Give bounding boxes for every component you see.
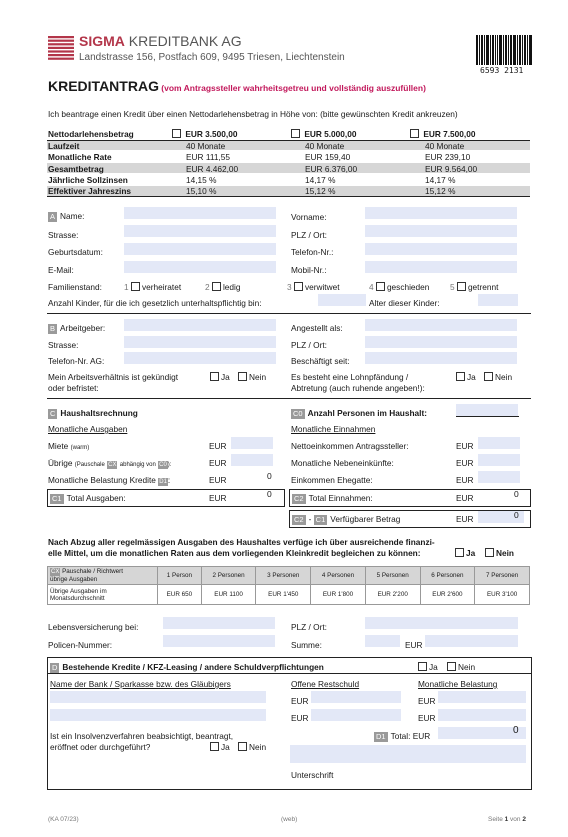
- eur-label: EUR: [456, 514, 474, 524]
- checkbox[interactable]: [131, 282, 140, 291]
- personen-field[interactable]: [456, 404, 518, 416]
- uebrige-small: (Pauschale: [74, 462, 105, 468]
- section-d-title: [50, 662, 324, 673]
- section-tag: C: [50, 409, 56, 418]
- belastung-field-1[interactable]: [438, 691, 526, 703]
- table-header-row: [48, 567, 530, 585]
- pauschale-table: [47, 566, 530, 605]
- section-tag: D: [52, 663, 58, 672]
- restschuld-field-1[interactable]: [311, 691, 401, 703]
- loan-label: Laufzeit: [48, 141, 80, 151]
- eur-label: EUR: [418, 696, 436, 706]
- email-field[interactable]: [124, 261, 276, 273]
- checkbox[interactable]: [172, 129, 181, 138]
- einnahmen-heading: Monatliche Einnahmen: [291, 424, 376, 434]
- bank-field-1[interactable]: [50, 691, 266, 703]
- table-col-header: 1 Person: [158, 567, 202, 585]
- table-cell: EUR 2'600: [420, 585, 475, 605]
- row-label-1: Übrige Ausgaben im: [50, 587, 107, 595]
- checkbox[interactable]: [485, 548, 494, 557]
- eur-label: EUR: [209, 441, 227, 451]
- bank-logo: [48, 36, 74, 60]
- lebens-field[interactable]: [163, 617, 275, 629]
- option-num: 1: [124, 282, 129, 292]
- police-label: Policen-Nummer:: [48, 640, 113, 650]
- loan-option-3[interactable]: [410, 129, 475, 139]
- checkbox[interactable]: [457, 282, 466, 291]
- uebrige-small: ):: [167, 462, 172, 468]
- intro-text: Ich beantrage einen Kredit über einen Nettodarlehensbetrag in Höhe von: (bitte gewünschten Kredit ankreuzen): [48, 109, 458, 119]
- loan-amount-2: EUR 5.000,00: [304, 129, 357, 139]
- lohnpfaendung-ja[interactable]: [456, 372, 476, 382]
- personen-text: Anzahl Personen im Haushalt:: [307, 408, 427, 418]
- c0-tag: C0: [293, 409, 303, 418]
- familienstand-option[interactable]: [124, 282, 181, 292]
- uebrige-label: [48, 458, 171, 469]
- title-text: Bestehende Kredite / KFZ-Leasing / andere Schuldverpflichtungen: [62, 662, 324, 672]
- c1-tag: C1: [315, 515, 326, 524]
- loan-value: 14,15 %: [186, 175, 217, 185]
- versicherung-plz-field[interactable]: [365, 617, 518, 629]
- netto-field[interactable]: [478, 437, 520, 449]
- bank-name: [79, 33, 242, 49]
- c1-tag: C1: [52, 494, 62, 503]
- statement-nein[interactable]: [485, 548, 514, 558]
- option-num: 2: [205, 282, 210, 292]
- statement-line2: elle Mittel, um die monatlichen Raten aus dem vorliegenden Kleinkredit begleichen zu können:: [48, 548, 421, 558]
- total-einnahmen-label: [292, 493, 373, 504]
- head-label: Pauschale / Richtwert: [62, 568, 123, 575]
- loan-label: Monatliche Rate: [48, 152, 112, 162]
- statement-line1: Nach Abzug aller regelmässigen Ausgaben des Haushaltes verfüge ich über ausreichende finanzi-: [48, 537, 435, 547]
- c0-tag: C0: [159, 462, 167, 468]
- angestellt-field[interactable]: [365, 319, 517, 331]
- form-title: [48, 78, 426, 94]
- table-cell: EUR 1'800: [311, 585, 366, 605]
- insolvenz-question-2: eröffnet oder durchgeführt?: [50, 742, 151, 752]
- unterschrift-label: Unterschrift: [291, 770, 334, 780]
- section-d-box: [47, 657, 532, 790]
- d1-tag: D1: [159, 479, 167, 485]
- telefon-ag-field[interactable]: [124, 352, 276, 364]
- loan-value: 40 Monate: [305, 141, 345, 151]
- minus: -: [308, 514, 312, 524]
- table-col-header: 7 Personen: [475, 567, 530, 585]
- checkbox[interactable]: [418, 662, 427, 671]
- ehegatte-label: Einkommen Ehegatte:: [291, 475, 373, 485]
- kredite-ja[interactable]: [418, 662, 438, 672]
- page-prefix: Seite: [488, 816, 505, 823]
- option-label: verheiratet: [141, 282, 182, 292]
- mobil-label: Mobil-Nr.:: [291, 265, 327, 275]
- footer-web: (web): [281, 816, 298, 823]
- loan-value: 15,12 %: [305, 186, 336, 196]
- ag-plz-field[interactable]: [365, 336, 517, 348]
- name-field[interactable]: [124, 207, 276, 219]
- table-cell: EUR 1100: [201, 585, 256, 605]
- option-label: ledig: [222, 282, 241, 292]
- versicherung-plz-label: PLZ / Ort:: [291, 622, 327, 632]
- miete-text: Miete: [48, 441, 69, 451]
- geburtsdatum-label: Geburtsdatum:: [48, 247, 103, 257]
- option-num: 5: [450, 282, 455, 292]
- nein-label: Nein: [495, 372, 513, 382]
- cx-tag: CX: [51, 569, 60, 575]
- table-col-header: 2 Personen: [201, 567, 256, 585]
- mobil-field[interactable]: [365, 261, 517, 273]
- netto-label: Nettoeinkommen Antragssteller:: [291, 441, 409, 451]
- checkbox[interactable]: [447, 662, 456, 671]
- loan-value: 40 Monate: [186, 141, 226, 151]
- bank-field-2[interactable]: [50, 709, 266, 721]
- eur-label: EUR: [412, 731, 431, 741]
- neben-field[interactable]: [478, 454, 520, 466]
- miete-small: (warm): [70, 445, 90, 451]
- verfuegbar-value: 0: [514, 510, 519, 520]
- vorname-label: Vorname:: [291, 212, 327, 222]
- familienstand-option[interactable]: [287, 282, 340, 292]
- gekuendigt-question: Mein Arbeitsverhältnis ist gekündigt: [48, 372, 179, 382]
- table-col-header: 3 Personen: [256, 567, 311, 585]
- page-von: von: [508, 816, 523, 823]
- police-field[interactable]: [163, 635, 275, 647]
- total-ausgaben-label: [50, 493, 126, 504]
- section-a-name-label: [48, 211, 84, 222]
- total-value: 0: [513, 725, 519, 736]
- gekuendigt-ja[interactable]: [210, 372, 230, 382]
- arbeitgeber-label-wrap: [48, 323, 105, 334]
- name-label: Name:: [60, 211, 85, 221]
- table-cell: EUR 1'450: [256, 585, 311, 605]
- eur-label: EUR: [209, 458, 227, 468]
- total-ausgaben-text: Total Ausgaben:: [66, 493, 126, 503]
- ag-strasse-field[interactable]: [124, 336, 276, 348]
- kredite-nein[interactable]: [447, 662, 475, 672]
- c2-tag: C2: [294, 494, 304, 503]
- eur-label: EUR: [291, 696, 309, 706]
- table-col-header: 5 Personen: [365, 567, 420, 585]
- telefon-ag-label: Telefon-Nr. AG:: [48, 356, 105, 366]
- loan-value: EUR 239,10: [425, 152, 471, 162]
- eur-label: EUR: [418, 713, 436, 723]
- checkbox[interactable]: [410, 129, 419, 138]
- nein-label: Nein: [249, 372, 267, 382]
- ja-label: Ja: [466, 548, 476, 558]
- kredite-text: Monatliche Belastung Kredite: [48, 475, 156, 485]
- checkbox[interactable]: [456, 372, 465, 381]
- gekuendigt-nein[interactable]: [238, 372, 266, 382]
- checkbox[interactable]: [291, 129, 300, 138]
- checkbox[interactable]: [376, 282, 385, 291]
- total-einnahmen-text: Total Einnahmen:: [308, 493, 373, 503]
- summe-field[interactable]: [425, 635, 518, 647]
- checkbox[interactable]: [210, 742, 219, 751]
- table-col-header: 6 Personen: [420, 567, 475, 585]
- checkbox[interactable]: [212, 282, 221, 291]
- option-label: geschieden: [386, 282, 430, 292]
- familienstand-option[interactable]: [450, 282, 498, 292]
- lohnpfaendung-question-2: Abtretung (auch ruhende angeben!):: [291, 383, 425, 393]
- statement-ja[interactable]: [455, 548, 475, 558]
- haushaltsrechnung-title: [48, 408, 138, 419]
- loan-option-1[interactable]: [172, 129, 237, 139]
- loan-amount-3: EUR 7.500,00: [423, 129, 476, 139]
- ehegatte-field[interactable]: [478, 471, 520, 483]
- table-head-label: [48, 567, 158, 585]
- nein-label: Nein: [458, 662, 476, 672]
- total-ausgaben-value: 0: [267, 489, 272, 499]
- familienstand-option[interactable]: [205, 282, 240, 292]
- divider: [47, 398, 531, 399]
- eur-label: EUR: [209, 493, 227, 503]
- loan-value: EUR 159,40: [305, 152, 351, 162]
- eur-label: EUR: [456, 475, 474, 485]
- kinder-label: Anzahl Kinder, für die ich gesetzlich unterhaltspflichtig bin:: [48, 298, 262, 308]
- ja-label: Ja: [221, 372, 230, 382]
- checkbox[interactable]: [210, 372, 219, 381]
- ja-label: Ja: [429, 662, 438, 672]
- uebrige-small: abhängig von: [119, 462, 156, 468]
- uebrige-text: Übrige: [48, 458, 73, 468]
- table-row: [48, 585, 530, 605]
- alter-label: Alter dieser Kinder:: [369, 298, 440, 308]
- head-label: übrige Ausgaben: [50, 576, 98, 583]
- ja-label: Ja: [221, 742, 230, 752]
- loan-value: 40 Monate: [425, 141, 465, 151]
- title-main: KREDITANTRAG: [48, 78, 159, 94]
- option-label: verwitwet: [304, 282, 340, 292]
- kinder-field[interactable]: [318, 294, 366, 306]
- beschaeftigt-label: Beschäftigt seit:: [291, 356, 350, 366]
- divider: [47, 196, 530, 197]
- checkbox[interactable]: [238, 742, 247, 751]
- alter-field[interactable]: [478, 294, 518, 306]
- ausgaben-heading: Monatliche Ausgaben: [48, 424, 128, 434]
- eur-label: EUR: [405, 640, 423, 650]
- eur-label: EUR: [209, 475, 227, 485]
- strasse-label: Strasse:: [48, 230, 79, 240]
- loan-value: EUR 111,55: [186, 152, 230, 162]
- checkbox[interactable]: [294, 282, 303, 291]
- table-cell: EUR 2'200: [365, 585, 420, 605]
- footer-code: (KA 07/23): [48, 816, 79, 823]
- divider: [47, 313, 531, 314]
- kredite-value: 0: [267, 471, 272, 481]
- ja-label: Ja: [467, 372, 476, 382]
- insolvenz-nein[interactable]: [238, 742, 266, 752]
- loan-option-2[interactable]: [291, 129, 356, 139]
- d1-tag: D1: [376, 732, 386, 741]
- loan-label: Jährliche Sollzinsen: [48, 175, 128, 185]
- telefon-label: Telefon-Nr.:: [291, 247, 334, 257]
- summe-field-a[interactable]: [365, 635, 400, 647]
- kredite-label: Monatliche Belastung Kredite D1:: [48, 475, 171, 485]
- uebrige-field[interactable]: [231, 454, 273, 466]
- personen-label: [291, 408, 427, 419]
- insolvenz-ja[interactable]: [210, 742, 230, 752]
- loan-value: EUR 4.462,00: [186, 164, 239, 174]
- restschuld-field-2[interactable]: [311, 709, 401, 721]
- total-label: [374, 731, 430, 742]
- divider: [456, 416, 519, 417]
- plz-label: PLZ / Ort:: [291, 340, 327, 350]
- verfuegbar-label: [292, 514, 400, 525]
- divider: [47, 673, 531, 674]
- option-label: getrennt: [467, 282, 499, 292]
- nein-label: Nein: [496, 548, 514, 558]
- bank-name-rest: KREDITBANK AG: [124, 33, 242, 49]
- checkbox[interactable]: [455, 548, 464, 557]
- strasse-field[interactable]: [124, 225, 276, 237]
- loan-value: EUR 9.564,00: [425, 164, 478, 174]
- c2-tag: C2: [294, 515, 304, 524]
- restschuld-col-header: Offene Restschuld: [291, 679, 360, 689]
- table-col-header: 4 Personen: [311, 567, 366, 585]
- eur-label: EUR: [456, 441, 474, 451]
- table-cell: EUR 650: [158, 585, 202, 605]
- belastung-field-2[interactable]: [438, 709, 526, 721]
- row-label: [48, 585, 158, 605]
- familienstand-option[interactable]: [369, 282, 429, 292]
- nein-label: Nein: [249, 742, 267, 752]
- loan-value: 15,10 %: [186, 186, 217, 196]
- neben-label: Monatliche Nebeneinkünfte:: [291, 458, 394, 468]
- bank-name-bold: SIGMA: [79, 33, 125, 49]
- loan-value: 15,12 %: [425, 186, 456, 196]
- page-indicator: [488, 816, 526, 823]
- gekuendigt-question-2: oder befristet:: [48, 383, 99, 393]
- row-label-2: Monatsdurchschnitt: [50, 594, 105, 602]
- bank-col-header: Name der Bank / Sparkasse bzw. des Gläubigers: [50, 679, 231, 689]
- eur-label: EUR: [456, 493, 474, 503]
- page-total: 2: [522, 816, 526, 823]
- eur-label: EUR: [456, 458, 474, 468]
- option-num: 4: [369, 282, 374, 292]
- summe-label: Summe:: [291, 640, 322, 650]
- plz-field[interactable]: [365, 225, 517, 237]
- miete-label: [48, 441, 89, 451]
- belastung-col-header: Monatliche Belastung: [418, 679, 498, 689]
- total-text: Total:: [390, 731, 411, 741]
- arbeitgeber-field[interactable]: [124, 319, 276, 331]
- loan-value: 14,17 %: [305, 175, 336, 185]
- eur-label: EUR: [291, 713, 309, 723]
- loan-label: Gesamtbetrag: [48, 164, 104, 174]
- email-label: E-Mail:: [48, 265, 74, 275]
- familienstand-label: Familienstand:: [48, 282, 102, 292]
- barcode: [476, 35, 532, 67]
- lebens-label: Lebensversicherung bei:: [48, 622, 139, 632]
- barcode-number: 6593 2131: [480, 66, 524, 75]
- lohnpfaendung-question: Es besteht eine Lohnpfändung /: [291, 372, 409, 382]
- miete-field[interactable]: [231, 437, 273, 449]
- checkbox[interactable]: [484, 372, 493, 381]
- plz-label: PLZ / Ort:: [291, 230, 327, 240]
- loan-value: EUR 6.376,00: [305, 164, 358, 174]
- loan-label: Effektiver Jahreszins: [48, 186, 132, 196]
- strasse-label: Strasse:: [48, 340, 79, 350]
- section-tag: B: [50, 324, 56, 333]
- lohnpfaendung-nein[interactable]: [484, 372, 512, 382]
- angestellt-label: Angestellt als:: [291, 323, 343, 333]
- table-cell: EUR 3'100: [475, 585, 530, 605]
- verfuegbar-text: Verfügbarer Betrag: [330, 514, 401, 524]
- page-number: 1: [504, 816, 509, 823]
- title-text: Haushaltsrechnung: [60, 408, 138, 418]
- cx-tag: CX: [108, 462, 117, 468]
- beschaeftigt-field[interactable]: [365, 352, 517, 364]
- loan-value: 14,17 %: [425, 175, 456, 185]
- checkbox[interactable]: [238, 372, 247, 381]
- total-einnahmen-value: 0: [514, 489, 519, 499]
- option-num: 3: [287, 282, 292, 292]
- title-note: (vom Antragssteller wahrheitsgetreu und vollständig auszufüllen): [161, 83, 426, 93]
- section-tag: A: [50, 212, 56, 221]
- telefon-field[interactable]: [365, 243, 517, 255]
- signature-field[interactable]: [290, 745, 526, 763]
- bank-address: Landstrasse 156, Postfach 609, 9495 Triesen, Liechtenstein: [79, 52, 345, 63]
- geburtsdatum-field[interactable]: [124, 243, 276, 255]
- insolvenz-question: Ist ein Insolvenzverfahren beabsichtigt, beantragt,: [50, 731, 234, 741]
- loan-amount-1: EUR 3.500,00: [185, 129, 238, 139]
- arbeitgeber-label: Arbeitgeber:: [60, 323, 106, 333]
- loan-label: Nettodarlehensbetrag: [48, 129, 134, 139]
- vorname-field[interactable]: [365, 207, 517, 219]
